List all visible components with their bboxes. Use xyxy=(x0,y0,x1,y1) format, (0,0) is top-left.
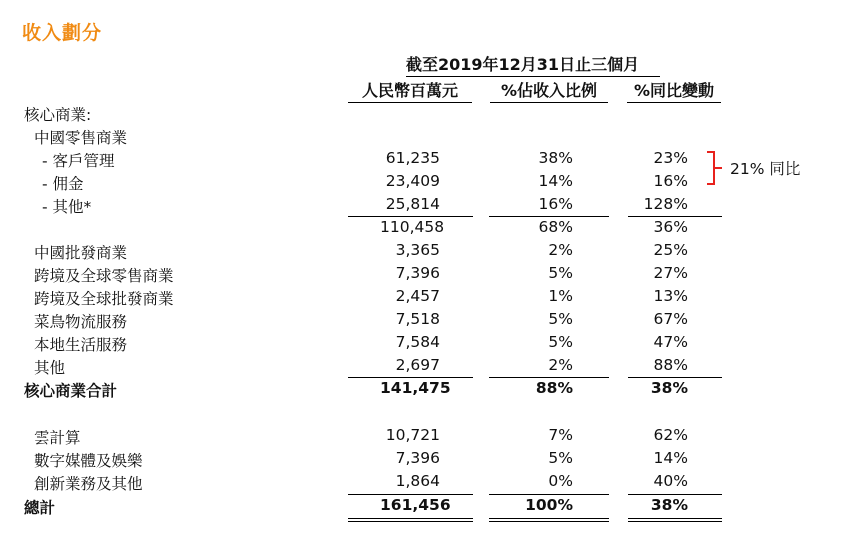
bracket-tick xyxy=(714,167,722,169)
row-label: 雲計算 xyxy=(34,429,81,447)
grand-total-rule xyxy=(628,494,722,495)
row-label: 本地生活服務 xyxy=(34,336,128,354)
cell-yoy: 36% xyxy=(653,218,688,236)
cell-amount: 2,697 xyxy=(395,356,440,374)
cell-share: 38% xyxy=(538,149,573,167)
row-label: - 佣金 xyxy=(42,175,84,193)
table-row xyxy=(0,287,841,310)
cell-yoy: 14% xyxy=(653,449,688,467)
table-row-core-total xyxy=(0,379,841,402)
cell-share: 2% xyxy=(548,356,573,374)
cell-share: 0% xyxy=(548,472,573,490)
cell-amount: 7,584 xyxy=(395,333,440,351)
row-label: 跨境及全球零售商業 xyxy=(34,267,174,285)
double-underline xyxy=(348,518,473,519)
table-row-core-commerce-heading xyxy=(0,103,841,126)
subtotal-rule xyxy=(489,216,609,217)
column-header-rmb-millions: 人民幣百萬元 xyxy=(348,78,472,103)
cell-share: 100% xyxy=(525,496,573,514)
cell-share: 5% xyxy=(548,310,573,328)
table-row-china-retail-heading xyxy=(0,126,841,149)
total-rule xyxy=(489,377,609,378)
table-row xyxy=(0,264,841,287)
cell-share: 68% xyxy=(538,218,573,236)
cell-share: 5% xyxy=(548,449,573,467)
cell-amount: 161,456 xyxy=(380,496,451,514)
cell-amount: 2,457 xyxy=(395,287,440,305)
double-underline xyxy=(628,518,722,519)
cell-amount: 3,365 xyxy=(395,241,440,259)
cell-yoy: 13% xyxy=(653,287,688,305)
table-row xyxy=(0,356,841,379)
row-label: 核心商業: xyxy=(24,106,92,124)
table-row xyxy=(0,310,841,333)
cell-amount: 23,409 xyxy=(385,172,440,190)
cell-yoy: 128% xyxy=(643,195,688,213)
row-label: 核心商業合計 xyxy=(24,382,118,400)
double-underline xyxy=(628,521,722,522)
total-rule xyxy=(348,377,473,378)
cell-yoy: 23% xyxy=(653,149,688,167)
yoy-annotation-note: 21% 同比 xyxy=(730,160,801,178)
grand-total-rule xyxy=(489,494,609,495)
cell-share: 16% xyxy=(538,195,573,213)
section-title: 收入劃分 xyxy=(22,22,103,44)
total-rule xyxy=(628,377,722,378)
row-label: - 其他* xyxy=(42,198,92,216)
cell-amount: 110,458 xyxy=(380,218,445,236)
row-label: 數字媒體及娛樂 xyxy=(34,452,143,470)
cell-share: 88% xyxy=(535,379,573,397)
table-row xyxy=(0,241,841,264)
cell-share: 5% xyxy=(548,264,573,282)
row-label: 跨境及全球批發商業 xyxy=(34,290,174,308)
table-row-subtotal xyxy=(0,218,841,241)
row-label: 創新業務及其他 xyxy=(34,475,143,493)
cell-yoy: 27% xyxy=(653,264,688,282)
column-header-revenue-share: %佔收入比例 xyxy=(490,78,608,103)
table-row-grand-total xyxy=(0,496,841,519)
table-row xyxy=(0,195,841,218)
row-label: 總計 xyxy=(24,499,56,517)
row-label: 其他 xyxy=(34,359,66,377)
subtotal-rule xyxy=(628,216,722,217)
cell-yoy: 47% xyxy=(653,333,688,351)
subtotal-rule xyxy=(348,216,473,217)
double-underline xyxy=(348,521,473,522)
period-header: 截至2019年12月31日止三個月 xyxy=(406,52,660,77)
column-header-yoy-change: %同比變動 xyxy=(627,78,721,103)
cell-yoy: 16% xyxy=(653,172,688,190)
cell-amount: 7,518 xyxy=(395,310,440,328)
cell-yoy: 25% xyxy=(653,241,688,259)
grand-total-rule xyxy=(348,494,473,495)
cell-yoy: 40% xyxy=(653,472,688,490)
cell-share: 2% xyxy=(548,241,573,259)
cell-yoy: 38% xyxy=(650,496,688,514)
cell-yoy: 67% xyxy=(653,310,688,328)
cell-amount: 25,814 xyxy=(385,195,440,213)
cell-yoy: 88% xyxy=(653,356,688,374)
cell-yoy: 38% xyxy=(650,379,688,397)
double-underline xyxy=(489,518,609,519)
table-row xyxy=(0,472,841,495)
cell-share: 14% xyxy=(538,172,573,190)
row-label: 菜鳥物流服務 xyxy=(34,313,128,331)
table-row xyxy=(0,426,841,449)
table-row xyxy=(0,333,841,356)
double-underline xyxy=(489,521,609,522)
cell-share: 1% xyxy=(548,287,573,305)
cell-amount: 61,235 xyxy=(385,149,440,167)
cell-yoy: 62% xyxy=(653,426,688,444)
cell-share: 5% xyxy=(548,333,573,351)
cell-amount: 10,721 xyxy=(385,426,440,444)
cell-amount: 7,396 xyxy=(395,449,440,467)
table-row xyxy=(0,449,841,472)
cell-share: 7% xyxy=(548,426,573,444)
row-label: 中國批發商業 xyxy=(34,244,128,262)
cell-amount: 7,396 xyxy=(395,264,440,282)
row-label: - 客戶管理 xyxy=(42,152,115,170)
row-label: 中國零售商業 xyxy=(34,129,128,147)
cell-amount: 1,864 xyxy=(395,472,440,490)
cell-amount: 141,475 xyxy=(380,379,451,397)
